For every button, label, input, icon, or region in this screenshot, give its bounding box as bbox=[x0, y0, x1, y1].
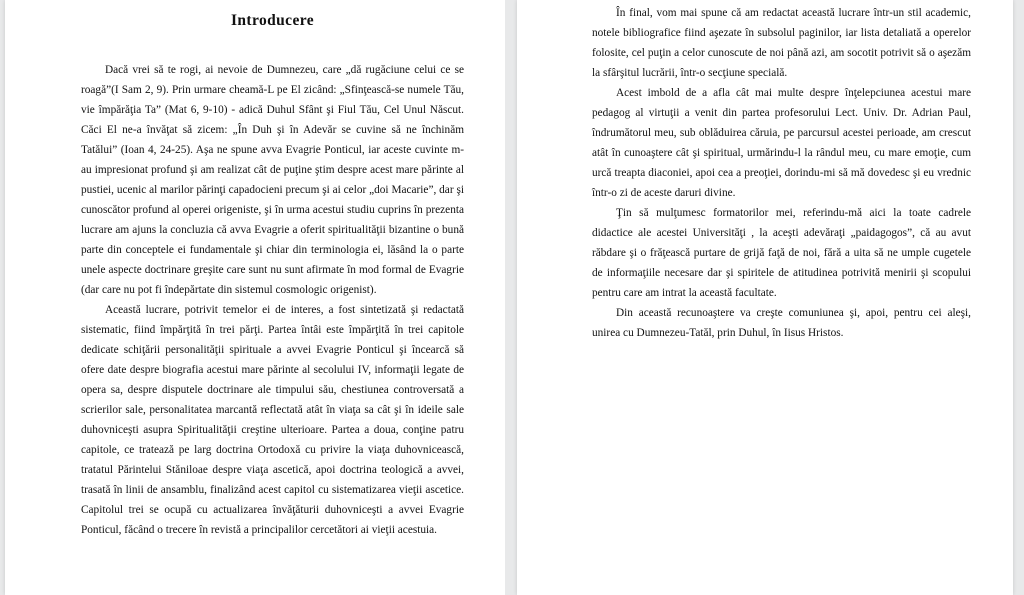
paragraph: Această lucrare, potrivit temelor ei de interes, a fost sintetizată şi redactată sistematic, fiind împărţită în trei părţi. Partea întâi este împărţită în trei capitole dedicate schiţării personalităţii spirituale a avvei Evagrie Ponticul şi încearcă să ofere date despre biografia acestui mare părinte al secolului IV, informaţii legate de opera sa, despre disputele doctrinare ale timpului său, chestiunea controversată a scrierilor sale, personalitatea marcantă reflectată atât în viaţa sa cât şi în ideile sale duhovniceşti asupra Spiritualităţii creştine ulterioare. Partea a doua, conţine patru capitole, ce tratează pe larg doctrina Ortodoxă cu privire la viaţa duhovnicească, tratatul Părintelui Stăniloae despre viaţa ascetică, apoi doctrina teologică a avvei, trasată în linii de ansamblu, finalizând acest capitol cu sistematizarea vieţii ascetice. Capitolul trei se ocupă cu actualizarea învăţăturii duhovniceşti a avvei Evagrie Ponticul, făcând o trecere în revistă a principalilor cercetători ai vieţii acestuia. bbox=[81, 304, 464, 536]
paragraph: În final, vom mai spune că am redactat această lucrare într-un stil academic, notele bibliografice fiind aşezate în subsolul paginilor, iar lista detaliată a operelor folosite, cel puţin a celor cunoscute de noi până azi, am socotit potrivit să o aşezăm la sfârşitul lucrării, într-o secţiune specială. bbox=[592, 7, 971, 79]
paragraph: Ţin să mulţumesc formatorilor mei, referindu-mă aici la toate cadrele didactice ale acestei Universităţi , la aceşti adevăraţi „paidagogos”, că au avut răbdare şi o frăţească purtare de grijă faţă de noi, fără a uita să ne umple cugetele de informaţiile necesare dar şi spiritele de atitudinea potrivită menirii şi scopului pentru care am intrat la această facultate. bbox=[592, 207, 971, 299]
paragraph: Acest imbold de a afla cât mai multe despre înţelepciunea acestui mare pedagog al virtuţii a venit din partea profesorului Lect. Univ. Dr. Adrian Paul, îndrumătorul meu, sub oblăduirea căruia, pe parcursul acestei perioade, am crescut atât în cunoaştere cât şi spiritual, urmărindu-l la rândul meu, cu mare emoţie, cum urcă treapta diaconiei, apoi cea a preoţiei, dorindu-mi să mă dovedesc şi eu vrednic într-o zi de aceste daruri divine. bbox=[592, 87, 971, 199]
right-page-text bbox=[592, 3, 971, 343]
document-page-left[interactable] bbox=[5, 0, 505, 595]
left-page-text bbox=[81, 60, 464, 540]
paragraph: Dacă vrei să te rogi, ai nevoie de Dumnezeu, care „dă rugăciune celui ce se roagă”(I Sam 2, 9). Prin urmare cheamă-L pe El zicând: „Sfinţească-se numele Tău, vie împărăţia Ta” (Mat 6, 9-10) - adică Duhul Sfânt şi Fiul Tău, Cel Unul Născut. Căci El ne-a învăţat să zicem: „În Duh şi în Adevăr se cuvine să ne închinăm Tatălui” (Ioan 4, 24-25). Aşa ne spune avva Evagrie Ponticul, iar aceste cuvinte m-au impresionat profund şi am realizat cât de puţine ştim despre acest mare părinte al pustiei, ucenic al marilor părinţi capadocieni precum şi ai celor „doi Macarie”, dar şi cunoscător profund al operei origeniste, şi în urma acestui studiu cuprins în prezenta lucrare am ajuns la concluzia că avva Evagrie a oferit spiritualităţii bizantine o bună parte din conceptele ei fundamentale şi chiar din terminologia ei, lăsând la o parte unele aspecte doctrinare greşite care sunt nu sunt afirmate în mod formal de Evagrie (dar care nu pot fi îndepărtate din sistemul cosmologic origenist). bbox=[81, 64, 464, 296]
paragraph: Din această recunoaştere va creşte comuniunea şi, apoi, pentru cei aleşi, unirea cu Dumnezeu-Tatăl, prin Duhul, în Iisus Hristos. bbox=[592, 307, 971, 339]
page-gap-divider bbox=[505, 0, 517, 595]
document-page-right[interactable] bbox=[517, 0, 1013, 595]
page-title: Introducere bbox=[230, 12, 315, 29]
